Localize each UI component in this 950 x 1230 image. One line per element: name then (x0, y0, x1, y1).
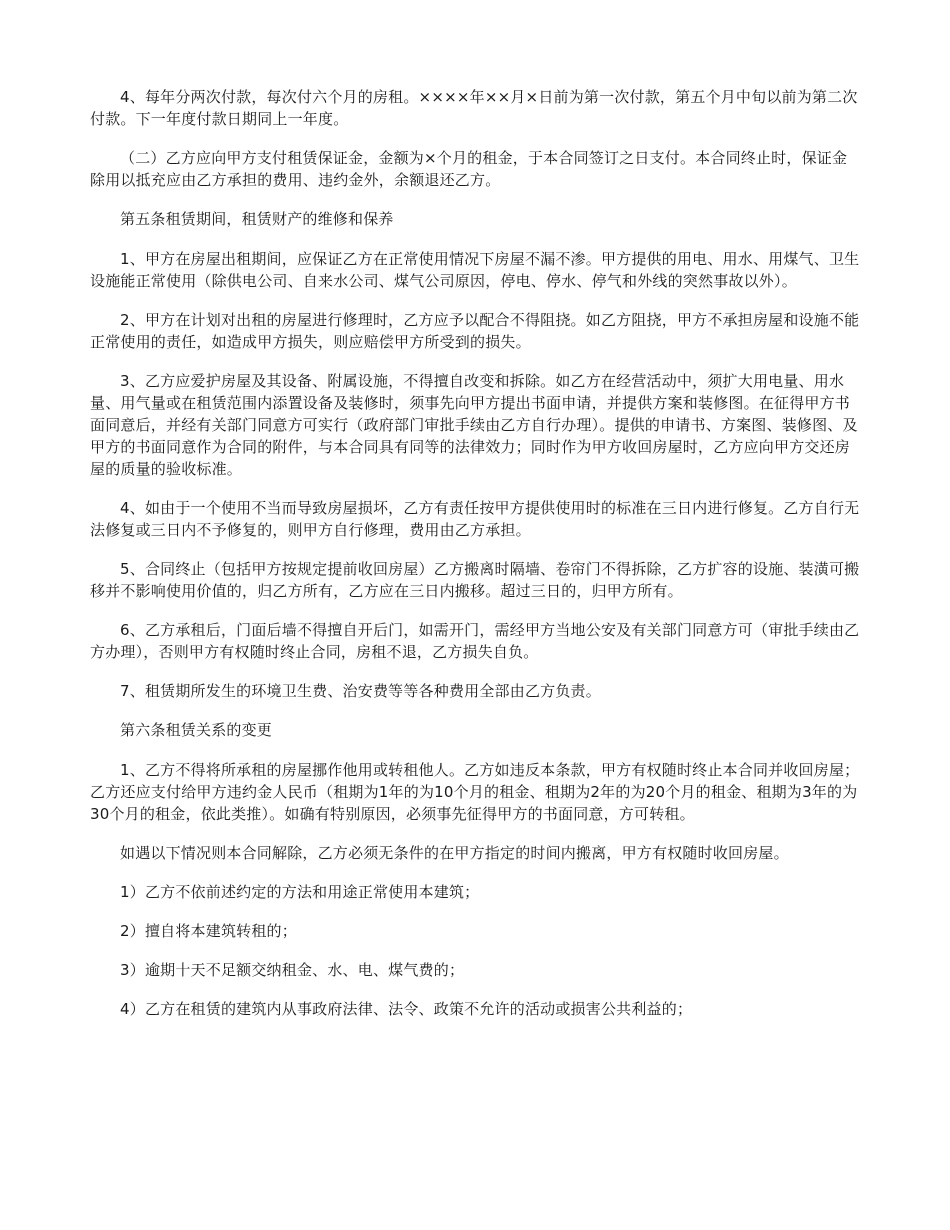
list-item-condition-3: 3）逾期十天不足额交纳租金、水、电、煤气费的； (120, 961, 465, 979)
paragraph-article-5-item-5: 5、合同终止（包括甲方按规定提前收回房屋）乙方搬离时隔墙、卷帘门不得拆除，乙方扩容的设施、装潢可搬移并不影响使用价值的，归乙方所有，乙方应在三日内搬移。超过三日的，归甲方所有。 (90, 560, 860, 600)
paragraph-article-5-item-7: 7、租赁期所发生的环境卫生费、治安费等等各种费用全部由乙方负责。 (120, 682, 601, 700)
paragraph-security-deposit: （二）乙方应向甲方支付租赁保证金，金额为×个月的租金，于本合同签订之日支付。本合同终止时，保证金除用以抵充应由乙方承担的费用、违约金外，余额退还乙方。 (90, 149, 848, 189)
article-5-heading: 第五条租赁期间，租赁财产的维修和保养 (120, 210, 394, 228)
paragraph-payment-schedule: 4、每年分两次付款，每次付六个月的房租。××××年××月×日前为第一次付款，第五个月中旬以前为第二次付款。下一年度付款日期同上一年度。 (90, 88, 858, 128)
paragraph-article-5-item-4: 4、如由于一个使用不当而导致房屋损坏，乙方有责任按甲方提供使用时的标准在三日内进行修复。乙方自行无法修复或三日内不予修复的，则甲方自行修理，费用由乙方承担。 (90, 499, 860, 539)
list-item-condition-1: 1）乙方不依前述约定的方法和用途正常使用本建筑； (120, 883, 480, 901)
paragraph-article-6-item-1: 1、乙方不得将所承租的房屋挪作他用或转租他人。乙方如违反本条款，甲方有权随时终止本合同并收回房屋；乙方还应支付给甲方违约金人民币（租期为1年的为10个月的租金、租期为2年的为20个月的租金、租期为3年的为30个月的租金，依此类推）。如确有特别原因，必须事先征得甲方的书面同意，方可转租。 (90, 761, 860, 823)
paragraph-article-5-item-2: 2、甲方在计划对出租的房屋进行修理时，乙方应予以配合不得阻挠。如乙方阻挠，甲方不承担房屋和设施不能正常使用的责任，如造成甲方损失，则应赔偿甲方所受到的损失。 (90, 311, 860, 351)
paragraph-article-5-item-6: 6、乙方承租后，门面后墙不得擅自开后门，如需开门，需经甲方当地公安及有关部门同意方可（审批手续由乙方办理），否则甲方有权随时终止合同，房租不退，乙方损失自负。 (90, 621, 860, 661)
article-6-heading: 第六条租赁关系的变更 (120, 721, 273, 739)
list-item-condition-4: 4）乙方在租赁的建筑内从事政府法律、法令、政策不允许的活动或损害公共利益的； (120, 1000, 693, 1018)
paragraph-termination-conditions: 如遇以下情况则本合同解除，乙方必须无条件的在甲方指定的时间内搬离，甲方有权随时收回房屋。 (120, 844, 789, 862)
paragraph-article-5-item-1: 1、甲方在房屋出租期间，应保证乙方在正常使用情况下房屋不漏不渗。甲方提供的用电、用水、用煤气、卫生设施能正常使用（除供电公司、自来水公司、煤气公司原因，停电、停水、停气和外线的突然事故以外）。 (90, 250, 860, 290)
document-body (90, 86, 860, 1037)
list-item-condition-2: 2）擅自将本建筑转租的； (120, 922, 297, 940)
paragraph-article-5-item-3: 3、乙方应爱护房屋及其设备、附属设施，不得擅自改变和拆除。如乙方在经营活动中，须扩大用电量、用水量、用气量或在租赁范围内添置设备及装修时，须事先向甲方提出书面申请，并提供方案和装修图。在征得甲方书面同意后，并经有关部门同意方可实行（政府部门审批手续由乙方自行办理）。提供的申请书、方案图、装修图、及甲方的书面同意作为合同的附件，与本合同具有同等的法律效力；同时作为甲方收回房屋时，乙方应向甲方交还房屋的质量的验收标准。 (90, 372, 858, 478)
